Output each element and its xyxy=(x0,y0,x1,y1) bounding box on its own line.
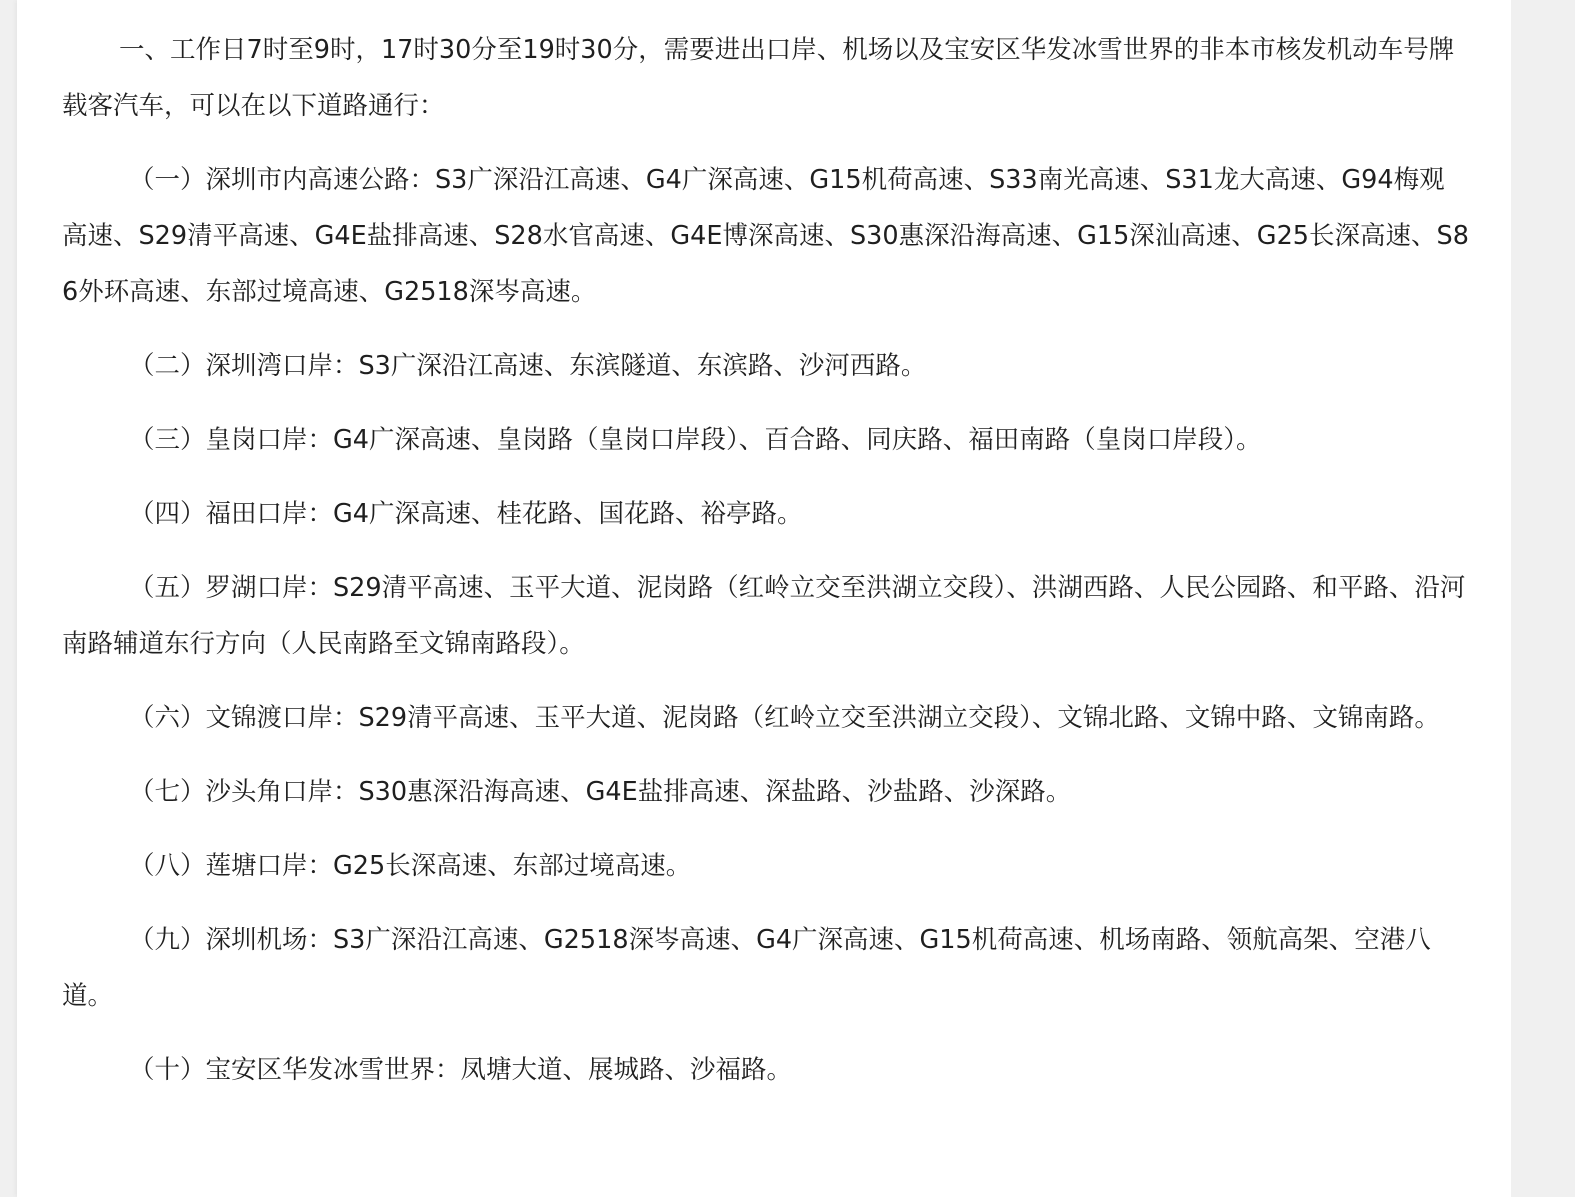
paragraph-item-9: （九）深圳机场：S3广深沿江高速、G2518深岑高速、G4广深高速、G15机荷高速、机场南路、领航高架、空港八道。 xyxy=(62,925,1431,1011)
paragraph-item-7: （七）沙头角口岸：S30惠深沿海高速、G4E盐排高速、深盐路、沙盐路、沙深路。 xyxy=(129,777,1072,807)
document-page xyxy=(17,0,1511,1197)
document-content xyxy=(62,22,1470,1116)
paragraph-item-6: （六）文锦渡口岸：S29清平高速、玉平大道、泥岗路（红岭立交至洪湖立交段）、文锦北路、文锦中路、文锦南路。 xyxy=(129,703,1440,733)
paragraph-item-5: （五）罗湖口岸：S29清平高速、玉平大道、泥岗路（红岭立交至洪湖立交段）、洪湖西路、人民公园路、和平路、沿河南路辅道东行方向（人民南路至文锦南路段）。 xyxy=(62,573,1466,659)
scrollbar-track[interactable] xyxy=(1511,0,1575,1197)
paragraph-item-3: （三）皇岗口岸：G4广深高速、皇岗路（皇岗口岸段）、百合路、同庆路、福田南路（皇岗口岸段）。 xyxy=(129,425,1262,455)
paragraph-intro: 一、工作日7时至9时，17时30分至19时30分，需要进出口岸、机场以及宝安区华发冰雪世界的非本市核发机动车号牌载客汽车，可以在以下道路通行： xyxy=(62,35,1455,121)
paragraph-item-2: （二）深圳湾口岸：S3广深沿江高速、东滨隧道、东滨路、沙河西路。 xyxy=(129,351,927,381)
paragraph-item-10: （十）宝安区华发冰雪世界：凤塘大道、展城路、沙福路。 xyxy=(129,1055,793,1085)
paragraph-item-4: （四）福田口岸：G4广深高速、桂花路、国花路、裕亭路。 xyxy=(129,499,803,529)
paragraph-item-8: （八）莲塘口岸：G25长深高速、东部过境高速。 xyxy=(129,851,692,881)
paragraph-item-1: （一）深圳市内高速公路：S3广深沿江高速、G4广深高速、G15机荷高速、S33南光高速、S31龙大高速、G94梅观高速、S29清平高速、G4E盐排高速、S28水官高速、G4E博深高速、S30惠深沿海高速、G15深汕高速、G25长深高速、S86外环高速、东部过境高速、G2518深岑高速。 xyxy=(62,165,1469,307)
